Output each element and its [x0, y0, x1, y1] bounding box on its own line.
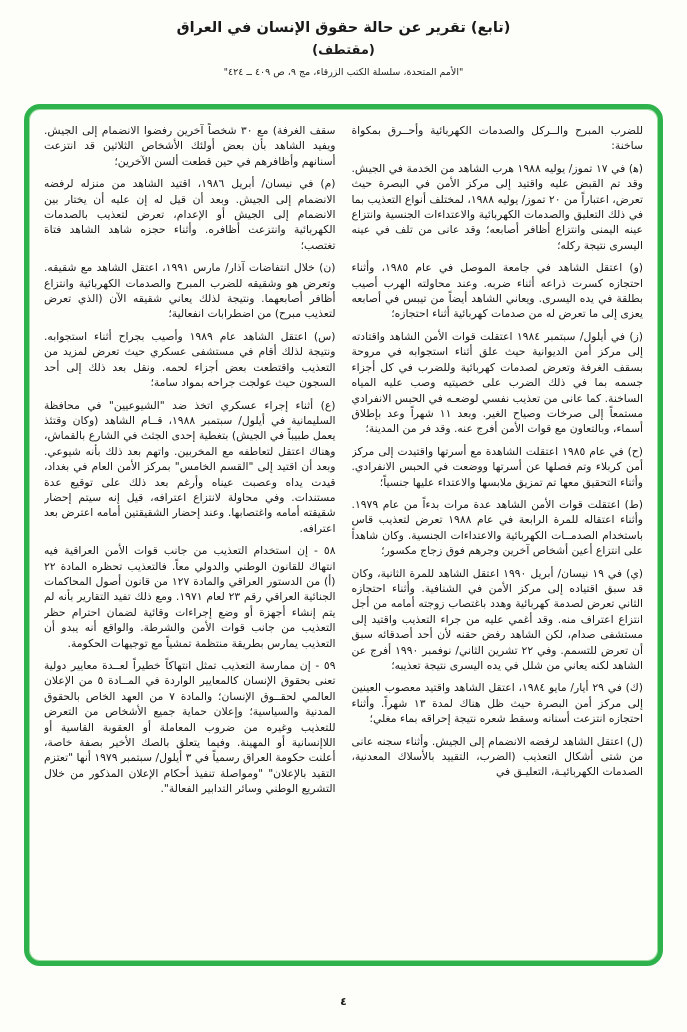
- paragraph: (ن) خلال انتفاضات آذار/ مارس ١٩٩١، اعتقل الشاهد مع شقيقه. وتعرض هو وشقيقه للضرب المبرح والصدمات الكهربائية وانتزاع أظافر أصابعهما. ونتيجة لذلك يعاني شقيقه الآن (الذي تعرض لتعذيب مبرح) من اضطرابات انفعالية؛: [44, 261, 336, 321]
- page-title: (تابع) تقرير عن حالة حقوق الإنسان في العراق: [176, 20, 511, 36]
- page-number: ٤: [340, 995, 347, 1008]
- paragraph: (ح) في عام ١٩٨٥ اعتقلت الشاهدة مع أسرتها واقتيدت إلى مركز أمن كربلاء وتم فصلها عن أسرتها ووضعت في الحبس الانفرادي. وأثناء التحقيق معها تم تمزيق ملابسها والاعتداء عليها جنسياً؛: [351, 444, 643, 489]
- two-column-text: [44, 123, 643, 951]
- green-border-frame: [24, 104, 663, 966]
- text-column-right: [352, 123, 644, 951]
- page-header: [0, 0, 687, 78]
- paragraph: (و) اعتقل الشاهد في جامعة الموصل في عام ١٩٨٥، وأثناء احتجازه كسرت ذراعه أثناء ضربه. وعند محاولته الهرب أصيب بطلقة في يده اليسرى. ويعاني الشاهد أيضاً من تيبس في أصابعه يعزى إلى ما تعرض له من صدمات كهربائية أثناء احتجازه؛: [351, 261, 643, 321]
- paragraph: (ل) اعتقل الشاهد لرفضه الانضمام إلى الجيش. وأثناء سجنه عانى من شتى أشكال التعذيب (الضرب، التقييد بالأسلاك المعدنية، الصدمات الكهربائيـة، التعليـق في: [351, 734, 643, 779]
- paragraph: (ﻫ) في ١٧ تموز/ يوليه ١٩٨٨ هرب الشاهد من الخدمة في الجيش. وقد تم القبض عليه واقتيد إلى مركز الأمن في البصرة حيث تعرض، اعتباراً من ٢٠ تموز/ يوليه ١٩٨٨، لمختلف أنواع التعذيب بما في ذلك التعليق والصدمات الكهربائية والاعتداءات الجنسية وانتزاع عينه اليمنى وانتزاع أظافر أصابعه؛ وقد عانى من تلف في عينه اليسرى نتيجة ركله؛: [351, 161, 643, 252]
- paragraph: ٥٩ - إن ممارسة التعذيب تمثل انتهاكاً خطيراً لعــدة معايير دولية تعنى بحقوق الإنسان كالمعايير الواردة في المــادة ٥ من الإعلان العالمي لحقــوق الإنسان؛ والمادة ٧ من العهد الخاص بالحقوق المدنية والسياسية؛ وإعلان حماية جميع الأشخاص من التعرض للتعذيب وغيره من ضروب المعاملة أو العقوبة القاسية أو اللاإنسانية أو المهينة. وفيما يتعلق بالصك الأخير بصفة خاصة، أعلنت حكومة العراق رسمياً في ٣ أيلول/ سبتمبر ١٩٧٩ أنها "تعتزم التقيد بالإعلان" "ومواصلة تنفيذ أحكام الإعلان المذكور من خلال التشريع الوطني وسائر التدابير الفعالة".: [44, 659, 336, 796]
- paragraph: سقف الغرفة) مع ٣٠ شخصاً آخرين رفضوا الانضمام إلى الجيش. ويفيد الشاهد بأن بعض أولئك الأشخاص الثلاثين قد انتزعت أسنانهم وأظافرهم في حين قطعت ألسن الآخرين؛: [44, 124, 336, 168]
- paragraph: (ط) اعتقلت قوات الأمن الشاهد عدة مرات بدءاً من عام ١٩٧٩. وأثناء اعتقاله للمرة الرابعة في عام ١٩٨٨ تعرض لتعذيب قاس باستخدام الصدمــات الكهربائية والاعتداءات الجنسية. وكان شاهداً على انتزاع أعين أشخاص آخرين وجرهم فوق زجاج مكسور؛: [351, 497, 643, 558]
- paragraph: للضرب المبرح والــركل والصدمات الكهربائية وأحــرق بمكواة ساخنة:: [351, 124, 643, 153]
- paragraph: (ي) في ١٩ نيسان/ أبريل ١٩٩٠ اعتقل الشاهد للمرة الثانية، وكان قد سبق اقتياده إلى مركز الأمن في الشنافية. وأثناء احتجازه الثاني تعرض لصدمة كهربائية وهدد باغتصاب زوجته أمامه من أجل انتزاع اعتراف منه. وقد أغمي عليه من جراء التعذيب واقتيد إلى مستشفى صدام، لكن الشاهد رفض حقنه لأن أحد أصدقائه سبق أن تعرض للتسمم. وفي ٢٢ تشرين الثاني/ نوفمبر ١٩٩٠ أفرج عن الشاهد لكنه يعاني من شلل في يده اليسرى نتيجة تعذيبه؛: [351, 566, 643, 672]
- paragraph: (س) اعتقل الشاهد عام ١٩٨٩ وأصيب بجراح أثناء استجوابه. ونتيجة لذلك أقام في مستشفى عسكري حيث تعرض لمزيد من التعذيب واقتطعت بعض أجزاء لحمه. ونقل بعد ذلك إلى أحد السجون حيث عولجت جراحه بمواد سامة؛: [44, 329, 336, 390]
- text-column-left: [44, 123, 336, 951]
- paragraph: (م) في نيسان/ أبريل ١٩٨٦، اقتيد الشاهد من منزله لرفضه الانضمام إلى الجيش. وبعد أن قيل له إن عليه أن يختار بين الانضمام إلى الجيش أو الإعدام، تعرض لتعذيب بالصدمات الكهربائية وانتزعت أظافره. وأثناء حجزه شاهد الشاهد فتاة تغتصب؛: [44, 177, 336, 252]
- excerpt-label: (مقتطف): [312, 43, 375, 58]
- paragraph: ٥٨ - إن استخدام التعذيب من جانب قوات الأمن العراقية فيه انتهاك للقانون الوطني والدولي معاً. فالتعذيب تحظره المادة ٢٢ (أ) من الدستور العراقي والمادة ١٢٧ من قانون أصول المحاكمات الجنائية العراقي رقم ٢٣ لعام ١٩٧١. ومع ذلك تفيد التقارير بأنه لم يتم إنشاء أجهزة أو وضع إجراءات وقائية لضمان احترام حظر التعذيب من جانب قوات الأمن والشرطة. والواقع أنه يبدو أن التعذيب يمارس بطريقة منتظمة تمشياً مع توجيهات الحكومة.: [44, 544, 336, 650]
- paragraph: (ز) في أيلول/ سبتمبر ١٩٨٤ اعتقلت قوات الأمن الشاهد واقتادته إلى مركز أمن الديوانية حيث علق أثناء استجوابه في مروحة بسقف الغرفة وتعرض لصدمات كهربائية وللضرب في كل أجزاء جسمه بما في ذلك الضرب على خصيتيه وصب عليه المياه الساخنة. كما عانى من تعذيب نفسي لوضعـه في الحبس الانفرادي مستمعاً إلى صرخات وصياح الغير. وبعد ١١ شهراً وعد بإطلاق أسماء، وبالتعاون مع قوات الأمن أفرج عنه. وقد فر من المدينة؛: [351, 329, 643, 436]
- source-citation: "الأمم المتحدة، سلسلة الكتب الزرقاء، مج ٩، ص ٤٠٩ ــ ٤٢٤": [223, 67, 464, 78]
- paragraph: (ك) في ٢٩ أيار/ مايو ١٩٨٤، اعتقل الشاهد واقتيد معصوب العينين إلى مركز أمن البصرة حيث ظل هناك لمدة ١٣ شهراً. وأثناء احتجازه انتزعت أسنانه وسقط شعره نتيجة إحراقه بماء مغلي؛: [351, 681, 643, 726]
- paragraph: (ع) أثناء إجراء عسكري اتخذ ضد "الشيوعيين" في محافظة السليمانية في أيلول/ سبتمبر ١٩٨٨، قــام الشاهد (وكان وقتئذ يعمل طبيباً في الجيش) بتغطية إحدى الجثث في الشارع بالقماش، وهناك اعتقل لتعاطفه مع المخربين. واتهم بعد ذلك بأنه شيوعي. وبعد أن اقتيد إلى "القسم الخامس" بمركز الأمن العام في بغداد، قيدت يداه وعصبت عيناه وأرغم بعد ذلك على توقيع عدة مستندات. وفي محاولة لانتزاع اعترافه، قيل إنه سيتم إحضار شقيقته أمامه واغتصابها. وعند إحضار الشقيقتين أمامه اعترض بعد اعترافه.: [44, 398, 336, 535]
